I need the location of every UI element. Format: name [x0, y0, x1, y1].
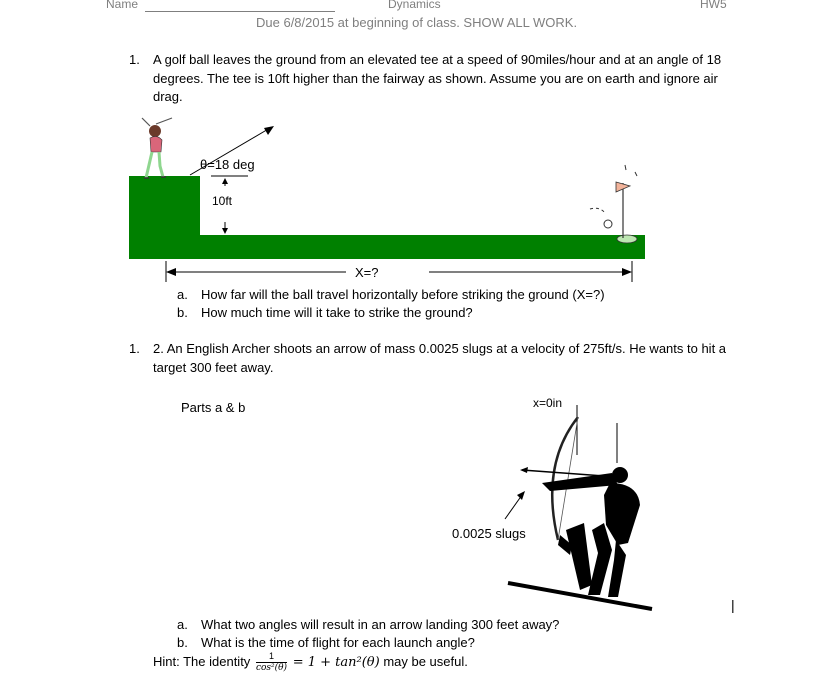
golf-diagram	[120, 110, 660, 285]
archer-diagram	[500, 395, 660, 620]
text-cursor-mark: |	[731, 597, 735, 613]
course-title: Dynamics	[388, 0, 441, 11]
hint-line	[153, 651, 468, 674]
height-label: 10ft	[212, 194, 233, 208]
hint-numerator: 1	[256, 651, 287, 663]
p1-question-b-letter: b.	[177, 305, 188, 320]
problem2-number: 1.	[129, 341, 140, 356]
problem2-text: 2. An English Archer shoots an arrow of mass 0.0025 slugs at a velocity of 275ft/s. He wants to hit a target 300 feet away.	[153, 341, 727, 375]
x-arrow-right	[622, 268, 632, 276]
problem1-number: 1.	[129, 52, 140, 67]
hint-denominator: cos²(θ)	[255, 663, 288, 673]
p1-question-b: How much time will it take to strike the ground?	[201, 305, 473, 320]
due-line: Due 6/8/2015 at beginning of class. SHOW ALL WORK.	[256, 15, 578, 30]
problem1-text: A golf ball leaves the ground from an elevated tee at a speed of 90miles/hour and at an angle of 18 degrees. The tee is 10ft higher than the fairway as shown. Assume you are on earth and ignore air drag.	[153, 52, 722, 104]
name-label: Name	[106, 0, 139, 11]
x-zero-label: x=0in	[533, 396, 563, 410]
golfer-figure	[142, 118, 172, 178]
homework-label: HW5	[700, 0, 727, 11]
p2-question-a: What two angles will result in an arrow landing 300 feet away?	[201, 617, 560, 632]
x-arrow-left	[166, 268, 176, 276]
p1-question-a: How far will the ball travel horizontally before striking the ground (X=?)	[201, 287, 605, 302]
mass-pointer-arrow	[517, 491, 525, 500]
p2-question-b-letter: b.	[177, 635, 188, 650]
p1-question-a-letter: a.	[177, 287, 188, 302]
angle-label: θ=18 deg	[200, 157, 255, 172]
mass-label: 0.0025 slugs	[452, 526, 526, 541]
name-underline	[145, 11, 335, 12]
distance-label: X=?	[355, 265, 379, 280]
hint-suffix: may be useful.	[383, 653, 468, 669]
flag-hole-figure	[590, 165, 637, 243]
hint-equation: = 1 + tan²(θ)	[292, 654, 380, 670]
height-arrow-down	[222, 228, 228, 234]
p2-question-a-letter: a.	[177, 617, 188, 632]
hint-prefix: Hint: The identity	[153, 653, 251, 669]
hint-fraction	[256, 651, 287, 674]
golf-terrain	[129, 176, 645, 259]
p2-question-b: What is the time of flight for each launch angle?	[201, 635, 475, 650]
height-arrow-up	[222, 178, 228, 184]
parts-label: Parts a & b	[181, 400, 246, 415]
